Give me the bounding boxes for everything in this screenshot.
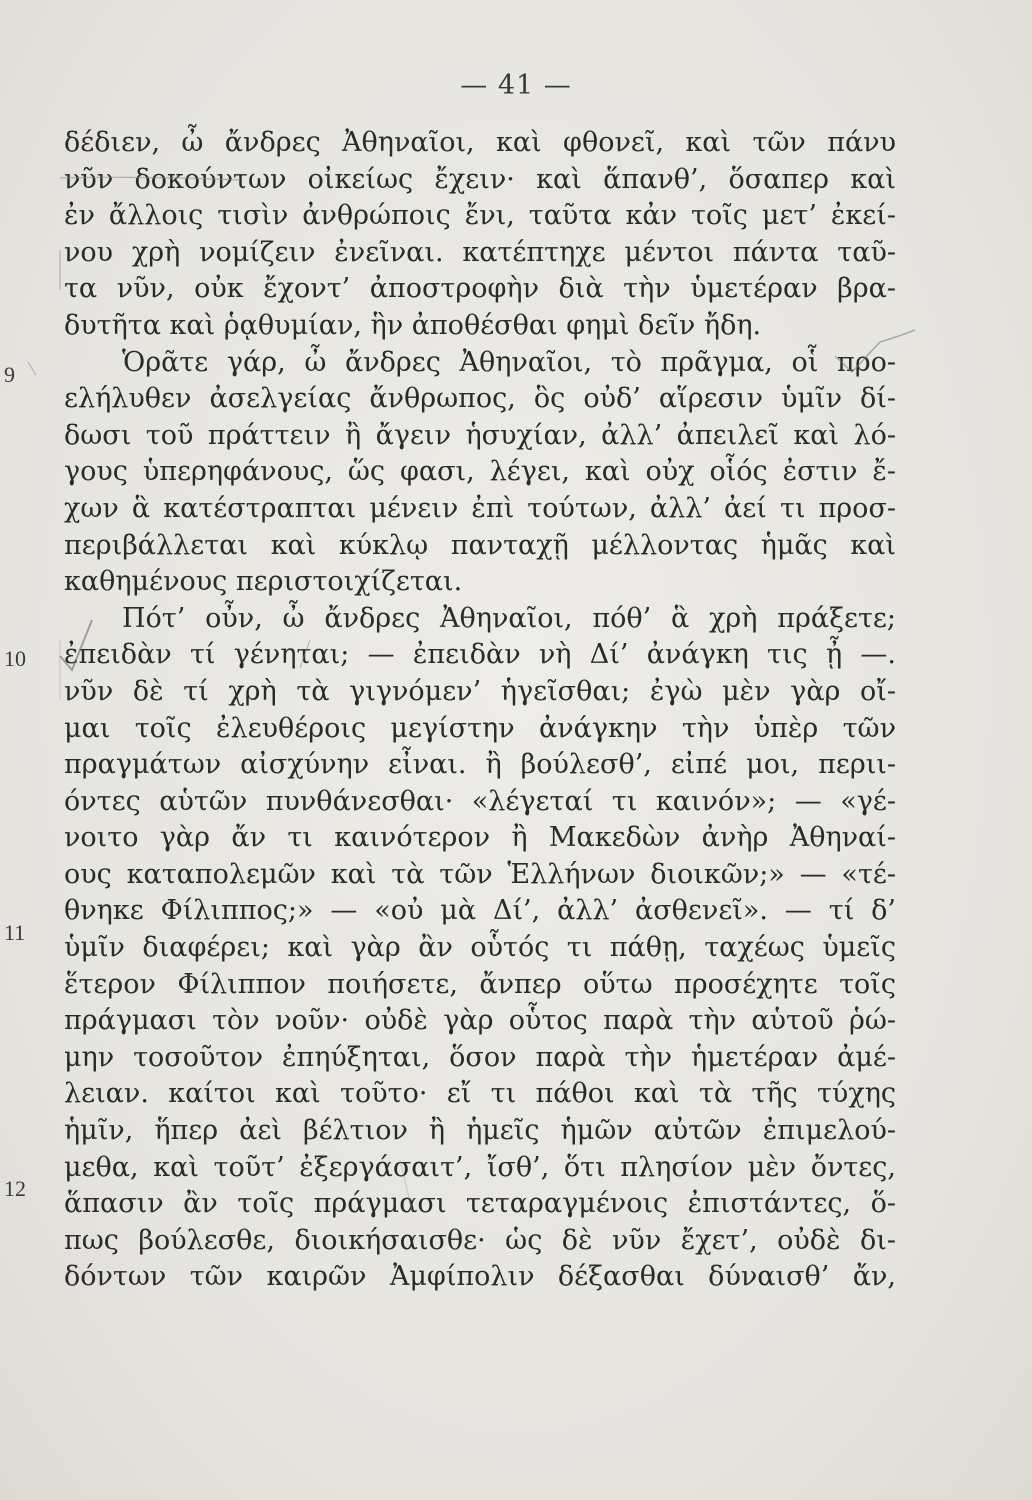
text-line: δυτῆτα καὶ ῥᾳθυμίαν, ἣν ἀποθέσθαι φημὶ δεῖν ἤδη. [64,309,762,341]
text-line: τα νῦν, οὐκ ἔχοντ’ ἀποστροφὴν διὰ τὴν ὑμετέραν βρα- [64,273,896,305]
page-number: — 41 — [460,70,572,101]
text-line: περιβάλλεται καὶ κύκλῳ πανταχῇ μέλλοντας ἡμᾶς καὶ [64,529,896,561]
text-line: πράγμασι τὸν νοῦν· οὐδὲ γὰρ οὗτος παρὰ τὴν αὑτοῦ ῥώ- [64,1005,896,1037]
text-line: χων ἃ κατέστραπται μένειν ἐπὶ τούτων, ἀλλ’ ἀεί τι προσ- [64,492,896,524]
text-line: μαι τοῖς ἐλευθέροις μεγίστην ἀνάγκην τὴν ὑπὲρ τῶν [64,712,896,744]
text-line: ἡμῖν, ἥπερ ἀεὶ βέλτιον ἢ ἡμεῖς ἡμῶν αὐτῶν ἐπιμελού- [64,1115,896,1147]
text-line: νῦν δὲ τί χρὴ τὰ γιγνόμεν’ ἡγεῖσθαι; ἐγὼ μὲν γὰρ οἴ- [64,675,896,707]
text-line: Ὁρᾶτε γάρ, ὦ ἄνδρες Ἀθηναῖοι, τὸ πρᾶγμα, οἷ προ- [122,346,896,378]
text-line: ἐν ἄλλοις τισὶν ἀνθρώποις ἔνι, ταῦτα κἀν τοῖς μετ’ ἐκεί- [64,200,896,232]
text-line: ἕτερον Φίλιππον ποιήσετε, ἄνπερ οὕτω προσέχητε τοῖς [64,968,896,1000]
text-line: δωσι τοῦ πράττειν ἢ ἄγειν ἡσυχίαν, ἀλλ’ ἀπειλεῖ καὶ λό- [64,419,896,451]
text-line: καθημένους περιστοιχίζεται. [64,566,463,598]
text-line: γους ὑπερηφάνους, ὥς φασι, λέγει, καὶ οὐχ οἷός ἐστιν ἔ- [64,456,896,488]
text-line: μην τοσοῦτον ἐπηύξηται, ὅσον παρὰ τὴν ἡμετέραν ἀμέ- [64,1041,896,1073]
section-number-10: 10 [4,646,26,671]
section-number-11: 11 [4,920,26,945]
text-line: θνηκε Φίλιππος;» — «οὐ μὰ Δί’, ἀλλ’ ἀσθενεῖ». — τί δ’ [64,895,896,927]
section-number-9: 9 [4,362,15,387]
text-line: ελήλυθεν ἀσελγείας ἄνθρωπος, ὃς οὐδ’ αἵρεσιν ὑμῖν δί- [64,383,896,415]
text-block [64,125,896,1296]
text-line: δέδιεν, ὦ ἄνδρες Ἀθηναῖοι, καὶ φθονεῖ, καὶ τῶν πάνυ [64,127,896,158]
text-line: ἅπασιν ἂν τοῖς πράγμασι τεταραγμένοις ἐπιστάντες, ὅ- [64,1188,896,1220]
text-line: δόντων τῶν καιρῶν Ἀμφίπολιν δέξασθαι δύναισθ’ ἄν, [64,1261,896,1293]
text-line: νου χρὴ νομίζειν ἐνεῖναι. κατέπτηχε μέντοι πάντα ταῦ- [64,236,896,268]
text-line: ἐπειδὰν τί γένηται; — ἐπειδὰν νὴ Δί’ ἀνάγκη τις ᾖ —. [64,639,896,671]
text-line: μεθα, καὶ τοῦτ’ ἐξεργάσαιτ’, ἴσθ’, ὅτι πλησίον μὲν ὄντες, [64,1151,896,1183]
text-line: πραγμάτων αἰσχύνην εἶναι. ἢ βούλεσθ’, εἰπέ μοι, περιι- [64,749,896,781]
text-line: νοιτο γὰρ ἄν τι καινότερον ἢ Μακεδὼν ἀνὴρ Ἀθηναί- [64,822,896,854]
text-line: Πότ’ οὖν, ὦ ἄνδρες Ἀθηναῖοι, πόθ’ ἃ χρὴ πράξετε; [122,602,896,634]
text-line: λειαν. καίτοι καὶ τοῦτο· εἴ τι πάθοι καὶ τὰ τῆς τύχης [64,1078,896,1110]
text-line: ους καταπολεμῶν καὶ τὰ τῶν Ἑλλήνων διοικῶν;» — «τέ- [64,858,896,890]
text-line: ὑμῖν διαφέρει; καὶ γὰρ ἂν οὗτός τι πάθῃ, ταχέως ὑμεῖς [64,932,896,964]
text-line: νῦν δοκούντων οἰκείως ἔχειν· καὶ ἅπανθ’, ὅσαπερ καὶ [64,163,896,195]
text-line: όντες αὑτῶν πυνθάνεσθαι· «λέγεταί τι καινόν»; — «γέ- [64,785,896,817]
text-line: πως βούλεσθε, διοικήσαισθε· ὡς δὲ νῦν ἔχετ’, οὐδὲ δι- [64,1224,896,1256]
section-number-12: 12 [4,1176,26,1201]
